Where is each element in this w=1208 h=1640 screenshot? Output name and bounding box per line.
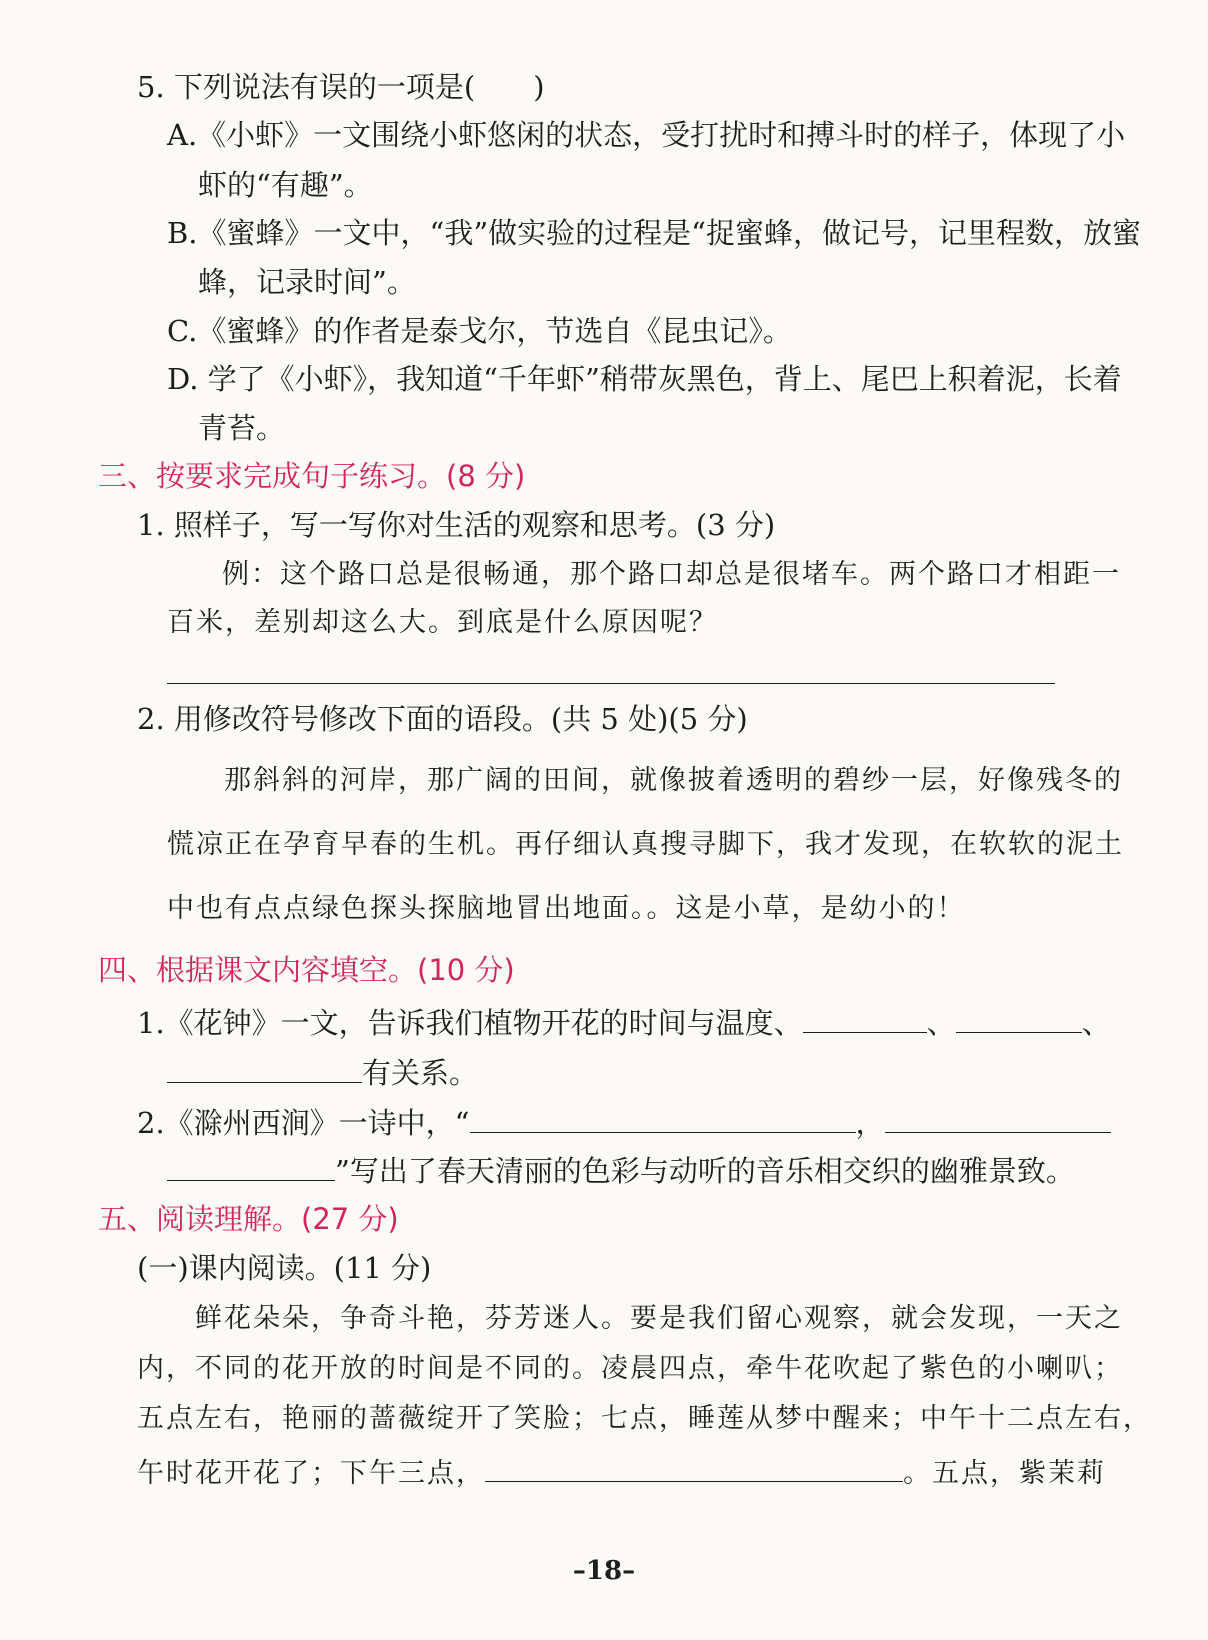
sec4-q1 [137, 1006, 1111, 1038]
page-number: –18– [572, 1556, 636, 1586]
section-5-title: 五、阅读理解。(27 分) [98, 1202, 399, 1236]
fill-blank[interactable] [803, 1006, 927, 1033]
fill-blank[interactable] [956, 1006, 1082, 1033]
sec3-q2: 2. 用修改符号修改下面的语段。(共 5 处)(5 分) [137, 702, 748, 736]
fill-blank[interactable] [167, 1056, 362, 1083]
sec4-q2-text: 2.《滁州西涧》一诗中，“ [137, 1106, 470, 1140]
sec3-paragraph-line3: 中也有点点绿色探头探脑地冒出地面。。这是小草，是幼小的！ [167, 893, 966, 924]
sec4-q1-end: 有关系。 [362, 1056, 479, 1090]
q5-option-d-cont: 青苔。 [198, 411, 286, 445]
reading-line4 [137, 1455, 1106, 1487]
section-3-title: 三、按要求完成句子练习。(8 分) [98, 459, 526, 493]
sec3-example-line1: 例：这个路口总是很畅通，那个路口却总是很堵车。两个路口才相距一 [222, 559, 1121, 590]
q5-option-a-cont: 虾的“有趣”。 [198, 168, 373, 202]
separator: 、 [926, 1006, 956, 1040]
reading-line1: 鲜花朵朵，争奇斗艳，芬芳迷人。要是我们留心观察，就会发现，一天之 [195, 1303, 1123, 1334]
separator: ， [855, 1106, 885, 1140]
reading-line4-end: 。五点，紫茉莉 [903, 1458, 1106, 1489]
sec4-q2-cont [167, 1154, 1075, 1186]
reading-line2: 内，不同的花开放的时间是不同的。凌晨四点，牵牛花吹起了紫色的小喇叭； [137, 1353, 1123, 1384]
sec3-example-line2: 百米，差别却这么大。到底是什么原因呢？ [167, 607, 718, 638]
fill-blank[interactable] [470, 1106, 856, 1133]
fill-blank[interactable] [167, 1154, 335, 1181]
sec3-paragraph-line2: 慌凉正在孕育早春的生机。再仔细认真搜寻脚下，我才发现，在软软的泥土 [167, 829, 1124, 860]
q5-option-c: C.《蜜蜂》的作者是泰戈尔，节选自《昆虫记》。 [167, 314, 792, 348]
sec4-q2 [137, 1106, 1111, 1138]
q5-option-a: A.《小虾》一文围绕小虾悠闲的状态，受打扰时和搏斗时的样子，体现了小 [167, 118, 1126, 152]
sec4-q1-cont [167, 1056, 478, 1088]
answer-line[interactable] [167, 683, 1055, 684]
sec4-q2-end: ”写出了春天清丽的色彩与动听的音乐相交织的幽雅景致。 [335, 1154, 1075, 1188]
fill-blank[interactable] [485, 1455, 903, 1482]
sec4-q1-text: 1.《花钟》一文，告诉我们植物开花的时间与温度、 [137, 1006, 803, 1040]
fill-blank[interactable] [885, 1106, 1111, 1133]
separator: 、 [1081, 1006, 1111, 1040]
q5-stem: 5. 下列说法有误的一项是( ) [137, 70, 545, 104]
sec3-paragraph-line1: 那斜斜的河岸，那广阔的田间，就像披着透明的碧纱一层，好像残冬的 [224, 765, 1123, 796]
sec5-sub1: (一)课内阅读。(11 分) [137, 1251, 432, 1285]
q5-option-b-cont: 蜂，记录时间”。 [198, 265, 416, 299]
reading-line3: 五点左右，艳丽的蔷薇绽开了笑脸；七点，睡莲从梦中醒来；中午十二点左右， [137, 1403, 1152, 1434]
section-4-title: 四、根据课文内容填空。(10 分) [98, 953, 515, 987]
sec3-q1: 1. 照样子，写一写你对生活的观察和思考。(3 分) [137, 508, 776, 542]
q5-option-b: B.《蜜蜂》一文中，“我”做实验的过程是“捉蜜蜂，做记号，记里程数，放蜜 [167, 216, 1142, 250]
q5-option-d: D. 学了《小虾》，我知道“千年虾”稍带灰黑色，背上、尾巴上积着泥，长着 [167, 362, 1122, 396]
reading-line4-text: 午时花开花了；下午三点， [137, 1458, 485, 1489]
